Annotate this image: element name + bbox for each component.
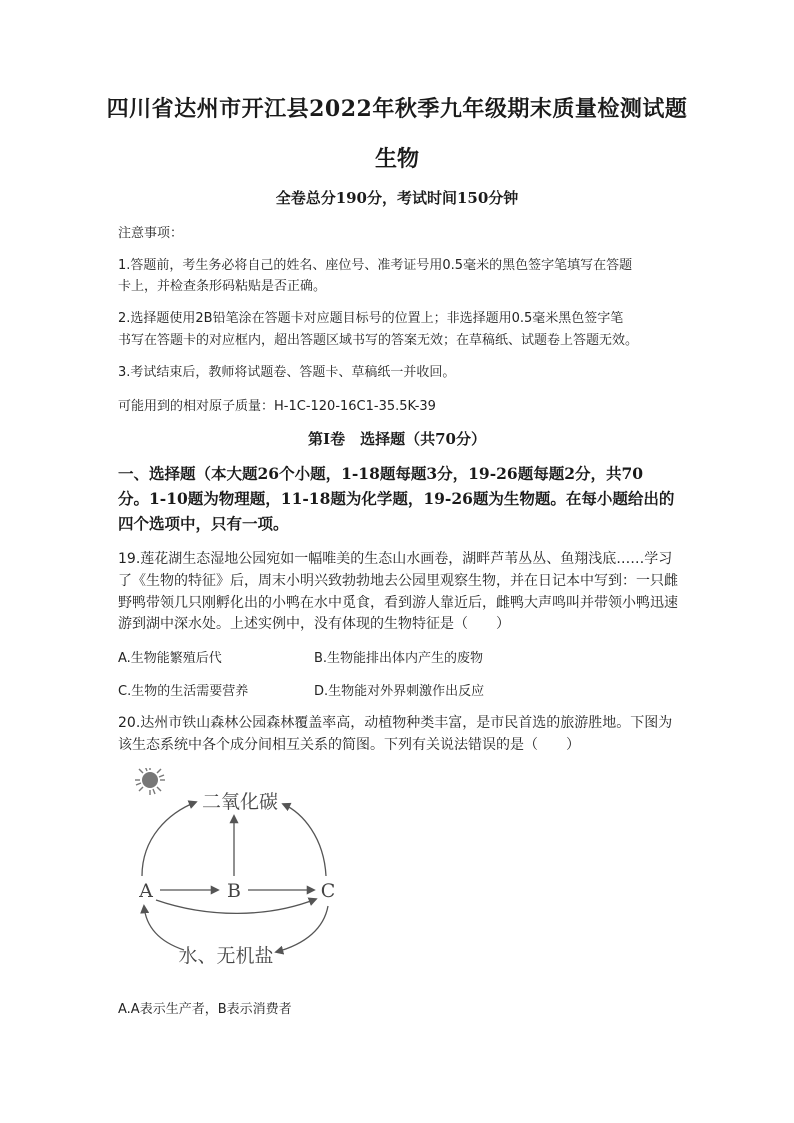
q20-option-a: A.A表示生产者，B表示消费者 xyxy=(118,1002,292,1017)
notes-item-2-line-1: 2.选择题使用2B铅笔涂在答题卡对应题目标号的位置上；非选择题用0.5毫米黑色签字笔 xyxy=(118,311,624,326)
arrow-c-to-water xyxy=(276,906,328,952)
exam-title: 四川省达州市开江县2022年秋季九年级期末质量检测试题 xyxy=(106,96,688,122)
arrow-water-to-a xyxy=(144,906,184,950)
q19-line-1: 19.莲花湖生态湿地公园宛如一幅唯美的生态山水画卷，湖畔芦苇丛丛、鱼翔浅底……学习 xyxy=(118,551,673,567)
q19-option-d: D.生物能对外界刺激作出反应 xyxy=(314,684,485,699)
notes-heading: 注意事项： xyxy=(118,226,184,241)
co2-label: 二氧化碳 xyxy=(201,791,279,813)
subject-title: 生物 xyxy=(374,146,419,172)
q19-line-3: 野鸭带领几只刚孵化出的小鸭在水中觅食，看到游人靠近后，雌鸭大声鸣叫并带领小鸭迅速 xyxy=(118,595,678,611)
arrow-c-to-co2 xyxy=(283,804,326,876)
q19-option-c: C.生物的生活需要营养 xyxy=(118,684,249,699)
section-instructions-line-1: 一、选择题（本大题26个小题，1-18题每题3分，19-26题每题2分，共70 xyxy=(118,464,644,483)
ecosystem-diagram xyxy=(128,768,358,978)
notes-item-2-line-2: 书写在答题卡的对应框内，超出答题区域书写的答案无效；在草稿纸、试题卷上答题无效。 xyxy=(118,333,639,348)
node-c-label: C xyxy=(320,880,336,902)
section-instructions-line-3: 四个选项中，只有一项。 xyxy=(118,514,289,533)
atomic-mass-note: 可能用到的相对原子质量：H-1C-120-16C1-35.5K-39 xyxy=(118,399,436,414)
q19-line-4: 游到湖中深水处。上述实例中，没有体现的生物特征是（ ） xyxy=(118,616,510,632)
node-a-label: A xyxy=(139,880,153,902)
q20-line-1: 20.达州市铁山森林公园森林覆盖率高，动植物种类丰富，是市民首选的旅游胜地。下图为 xyxy=(118,715,673,731)
exam-meta: 全卷总分190分，考试时间150分钟 xyxy=(275,189,519,207)
notes-item-3: 3.考试结束后，教师将试题卷、答题卡、草稿纸一并收回。 xyxy=(118,365,456,380)
water-minerals-label: 水、无机盐 xyxy=(178,945,274,967)
node-b-label: B xyxy=(227,880,241,902)
notes-item-1-line-1: 1.答题前，考生务必将自己的姓名、座位号、准考证号用0.5毫米的黑色签字笔填写在答题 xyxy=(118,258,633,273)
q20-line-2: 该生态系统中各个成分间相互关系的简图。下列有关说法错误的是（ ） xyxy=(118,737,580,753)
q19-line-2: 了《生物的特征》后，周末小明兴致勃勃地去公园里观察生物，并在日记本中写到：一只雌 xyxy=(118,573,678,589)
arrow-a-to-co2 xyxy=(142,802,196,876)
q19-option-a: A.生物能繁殖后代 xyxy=(118,651,222,666)
section-instructions-line-2: 分。1-10题为物理题，11-18题为化学题，19-26题为生物题。在每小题给出的 xyxy=(118,489,675,508)
section-title: 第Ⅰ卷 选择题（共70分） xyxy=(308,430,486,448)
q19-option-b: B.生物能排出体内产生的废物 xyxy=(314,651,484,666)
sun-icon xyxy=(135,768,165,795)
notes-item-1-line-2: 卡上，并检查条形码粘贴是否正确。 xyxy=(118,279,327,294)
